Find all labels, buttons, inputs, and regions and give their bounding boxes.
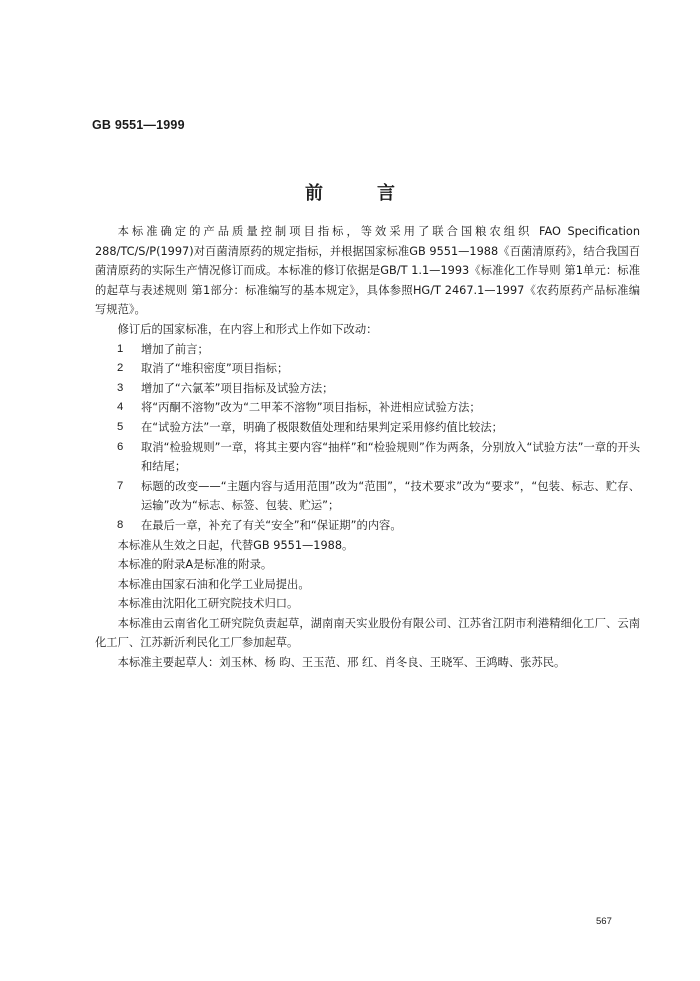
list-item-number: 5 <box>117 420 124 433</box>
list-item-text: 在“试验方法”一章，明确了极限数值处理和结果判定采用修约值比较法； <box>141 420 503 434</box>
supersedes-paragraph: 本标准从生效之日起，代替GB 9551—1988。 <box>117 538 354 552</box>
standard-number: GB 9551—1999 <box>92 118 185 132</box>
list-item <box>117 398 640 418</box>
list-item <box>117 477 640 516</box>
appendix-paragraph: 本标准的附录A是标准的附录。 <box>117 558 273 572</box>
list-item-text: 增加了“六氯苯”项目指标及试验方法； <box>141 381 334 395</box>
page-title <box>0 183 700 205</box>
title-char-1: 前 <box>305 183 323 204</box>
changes-intro-paragraph: 修订后的国家标准，在内容上和形式上作如下改动： <box>117 322 378 336</box>
list-item-number: 3 <box>117 381 124 394</box>
drafters-paragraph: 本标准主要起草人：刘玉林、杨 昀、王玉范、邢 红、肖冬良、王晓军、王鸿畴、张苏民。 <box>117 656 566 670</box>
list-item <box>117 359 640 379</box>
drafting-units-paragraph: 本标准由云南省化工研究院负责起草，湖南南天实业股份有限公司、江苏省江阴市利港精细化工厂、云南化工厂、江苏新沂利民化工厂参加起草。 <box>95 616 640 650</box>
list-item <box>117 516 640 536</box>
page-number: 567 <box>596 916 612 927</box>
title-char-2: 言 <box>377 183 395 204</box>
proposer-paragraph: 本标准由国家石油和化学工业局提出。 <box>117 577 310 591</box>
list-item-text: 在最后一章，补充了有关“安全”和“保证期”的内容。 <box>141 518 402 532</box>
list-item-text: 将“丙酮不溶物”改为“二甲苯不溶物”项目指标，补进相应试验方法； <box>141 401 481 415</box>
list-item-text: 取消“检验规则”一章，将其主要内容“抽样”和“检验规则”作为两条，分别放入“试验方法”一章的开头和结尾； <box>141 440 640 474</box>
list-item <box>117 438 640 477</box>
list-item-number: 7 <box>117 479 124 492</box>
list-item-number: 6 <box>117 440 124 453</box>
list-item-text: 增加了前言； <box>141 342 209 356</box>
list-item <box>117 379 640 399</box>
list-item-number: 1 <box>117 342 124 355</box>
list-item-text: 取消了“堆积密度”项目指标； <box>141 362 289 376</box>
list-item-number: 8 <box>117 518 124 531</box>
list-item <box>117 340 640 360</box>
list-item-number: 4 <box>117 401 124 414</box>
changes-list <box>95 340 640 536</box>
technical-responsibility-paragraph: 本标准由沈阳化工研究院技术归口。 <box>117 597 299 611</box>
list-item <box>117 418 640 438</box>
list-item-number: 2 <box>117 362 124 375</box>
intro-paragraph: 本标准确定的产品质量控制项目指标，等效采用了联合国粮农组织 FAO Specification 288/TC/S/P(1997)对百菌清原药的规定指标，并根据国家标准GB 9551—1988《百菌清原药》，结合我国百菌清原药的实际生产情况修订而成。本标准的修订依据是GB/T 1.1—1993《标准化工作导则 第1单元：标准的起草与表述规则 第1部分：标准编写的基本规定》，具体参照HG/T 2467.1—1997《农药原药产品标准编写规范》。 <box>95 225 640 317</box>
list-item-text: 标题的改变——“主题内容与适用范围”改为“范围”，“技术要求”改为“要求”，“包装、标志、贮存、运输”改为“标志、标签、包装、贮运”； <box>141 479 640 513</box>
foreword-body <box>95 222 640 673</box>
